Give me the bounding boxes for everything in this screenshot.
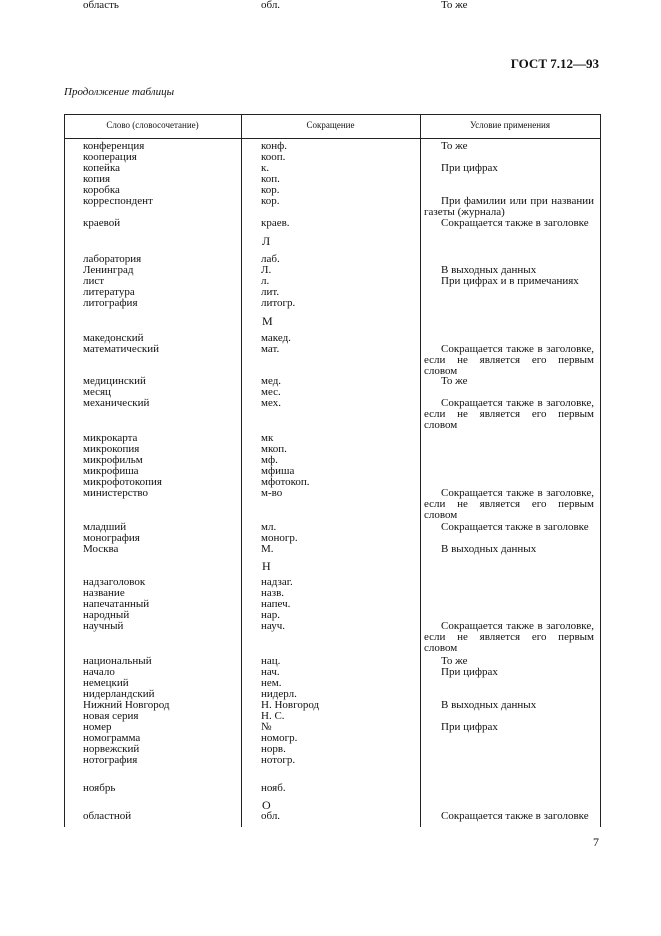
word-cell: монография <box>83 532 140 544</box>
condition-cell: В выходных данных <box>441 699 537 711</box>
word-cell: надзаголовок <box>83 576 146 588</box>
word-cell: конференция <box>83 140 145 152</box>
word-cell: кооперация <box>83 151 137 163</box>
abbreviation-cell: мкоп. <box>261 443 287 455</box>
word-cell: корреспондент <box>83 195 153 207</box>
word-cell: микрофиша <box>83 465 139 477</box>
condition-cell: Сокращается также в заголовке, если не является его первым словом <box>424 487 594 521</box>
abbreviation-cell: обл. <box>261 810 281 822</box>
condition-cell: В выходных данных <box>441 543 537 555</box>
abbreviation-cell: литогр. <box>261 297 296 309</box>
word-cell: новая серия <box>83 710 139 722</box>
word-cell: краевой <box>83 217 121 229</box>
abbreviation-cell: нач. <box>261 666 280 678</box>
condition-cell: То же <box>441 375 468 387</box>
abbreviation-cell: м-во <box>261 487 283 499</box>
condition-cell: Сокращается также в заголовке <box>441 217 589 229</box>
abbreviation-cell: нац. <box>261 655 281 667</box>
section-letter: Л <box>262 234 271 248</box>
abbreviation-cell: моногр. <box>261 532 298 544</box>
word-cell: номер <box>83 721 112 733</box>
word-cell: Нижний Новгород <box>83 699 170 711</box>
abbreviation-cell: Л. <box>261 264 272 276</box>
word-cell: месяц <box>83 386 111 398</box>
word-cell: механический <box>83 397 150 409</box>
word-cell: копейка <box>83 162 121 174</box>
word-cell: немецкий <box>83 677 129 689</box>
condition-cell: При цифрах <box>441 162 498 174</box>
column-divider-2 <box>420 114 421 827</box>
table-header <box>64 114 600 139</box>
abbreviation-cell: конф. <box>261 140 288 152</box>
abbreviation-cell: мес. <box>261 386 281 398</box>
abbreviation-cell: № <box>261 721 272 733</box>
abbreviation-cell: мф. <box>261 454 278 466</box>
word-cell: микрофильм <box>83 454 143 466</box>
word-cell: лист <box>83 275 105 287</box>
column-header-word: Слово (словосочетание) <box>106 120 199 130</box>
section-letter: М <box>262 314 273 328</box>
abbreviation-cell: мк <box>261 432 274 444</box>
word-cell: микрофотокопия <box>83 476 162 488</box>
abbreviation-cell: кор. <box>261 184 280 196</box>
condition-cell: Сокращается также в заголовке, если не является его первым словом <box>424 620 594 654</box>
word-cell: микрокопия <box>83 443 140 455</box>
condition-cell: То же <box>441 140 468 152</box>
word-cell: македонский <box>83 332 144 344</box>
condition-cell: В выходных данных <box>441 264 537 276</box>
condition-cell: То же <box>441 655 468 667</box>
word-cell: медицинский <box>83 375 146 387</box>
section-letter: О <box>262 798 271 812</box>
abbreviation-cell: нидерл. <box>261 688 297 700</box>
abbreviation-cell: норв. <box>261 743 286 755</box>
word-cell: нидерландский <box>83 688 155 700</box>
condition-cell: Сокращается также в заголовке, если не является его первым словом <box>424 397 594 431</box>
abbreviation-cell: лит. <box>261 286 280 298</box>
word-cell: название <box>83 587 125 599</box>
page-number: 7 <box>593 835 599 849</box>
column-header-abbreviation: Сокращение <box>306 120 355 130</box>
abbreviation-cell: мфиша <box>261 465 295 477</box>
word-cell: ноябрь <box>83 782 116 794</box>
word-cell: научный <box>83 620 124 632</box>
word-cell: младший <box>83 521 127 533</box>
word-cell: микрокарта <box>83 432 138 444</box>
word-cell: литература <box>83 286 135 298</box>
word-cell: напечатанный <box>83 598 150 610</box>
abbreviation-cell: л. <box>261 275 270 287</box>
condition-cell: При цифрах <box>441 666 498 678</box>
word-cell: литография <box>83 297 138 309</box>
word-cell: областной <box>83 810 132 822</box>
condition-cell: При цифрах <box>441 721 498 733</box>
abbreviation-cell: напеч. <box>261 598 291 610</box>
abbreviation-cell: Н. С. <box>261 710 285 722</box>
word-cell: начало <box>83 666 115 678</box>
abbreviation-cell: М. <box>261 543 274 555</box>
abbreviation-cell: лаб. <box>261 253 280 265</box>
word-cell: Ленинград <box>83 264 134 276</box>
abbreviation-cell: надзаг. <box>261 576 293 588</box>
abbreviation-cell: к. <box>261 162 270 174</box>
column-header-condition: Условие применения <box>470 120 550 130</box>
word-cell: лаборатория <box>83 253 142 265</box>
abbreviation-cell: мл. <box>261 521 277 533</box>
standard-number: ГОСТ 7.12—93 <box>510 56 599 71</box>
condition-cell: При фамилии или при названии газеты (журнала) <box>424 195 594 218</box>
section-letter: Н <box>262 559 271 573</box>
abbreviation-cell: нояб. <box>261 782 286 794</box>
condition-cell: Сокращается также в заголовке <box>441 810 589 822</box>
word-cell: область <box>83 0 119 11</box>
word-cell: копия <box>83 173 111 185</box>
abbreviation-cell: краев. <box>261 217 290 229</box>
word-cell: коробка <box>83 184 120 196</box>
abbreviation-cell: нем. <box>261 677 282 689</box>
word-cell: народный <box>83 609 130 621</box>
abbreviation-cell: мфотокоп. <box>261 476 310 488</box>
word-cell: национальный <box>83 655 152 667</box>
abbreviation-cell: мед. <box>261 375 282 387</box>
word-cell: норвежский <box>83 743 140 755</box>
abbreviation-cell: мат. <box>261 343 280 355</box>
abbreviation-cell: номогр. <box>261 732 298 744</box>
abbreviation-cell: Н. Новгород <box>261 699 320 711</box>
abbreviation-cell: науч. <box>261 620 285 632</box>
abbreviation-cell: нотогр. <box>261 754 296 766</box>
condition-cell: При цифрах и в примечаниях <box>441 275 579 287</box>
abbreviation-cell: мех. <box>261 397 281 409</box>
abbreviation-cell: нар. <box>261 609 281 621</box>
condition-cell: Сокращается также в заголовке <box>441 521 589 533</box>
condition-cell: Сокращается также в заголовке, если не является его первым словом <box>424 343 594 377</box>
word-cell: нотография <box>83 754 138 766</box>
column-divider-1 <box>241 114 242 827</box>
abbreviation-cell: назв. <box>261 587 285 599</box>
word-cell: министерство <box>83 487 149 499</box>
table-border-left <box>64 114 65 827</box>
word-cell: математический <box>83 343 160 355</box>
condition-cell: То же <box>441 0 468 11</box>
word-cell: Москва <box>83 543 119 555</box>
abbreviation-cell: кор. <box>261 195 280 207</box>
abbreviation-cell: кооп. <box>261 151 286 163</box>
abbreviation-cell: коп. <box>261 173 280 185</box>
table-continuation-caption: Продолжение таблицы <box>64 86 175 98</box>
word-cell: номограмма <box>83 732 141 744</box>
abbreviation-cell: макед. <box>261 332 291 344</box>
abbreviation-cell: обл. <box>261 0 281 11</box>
